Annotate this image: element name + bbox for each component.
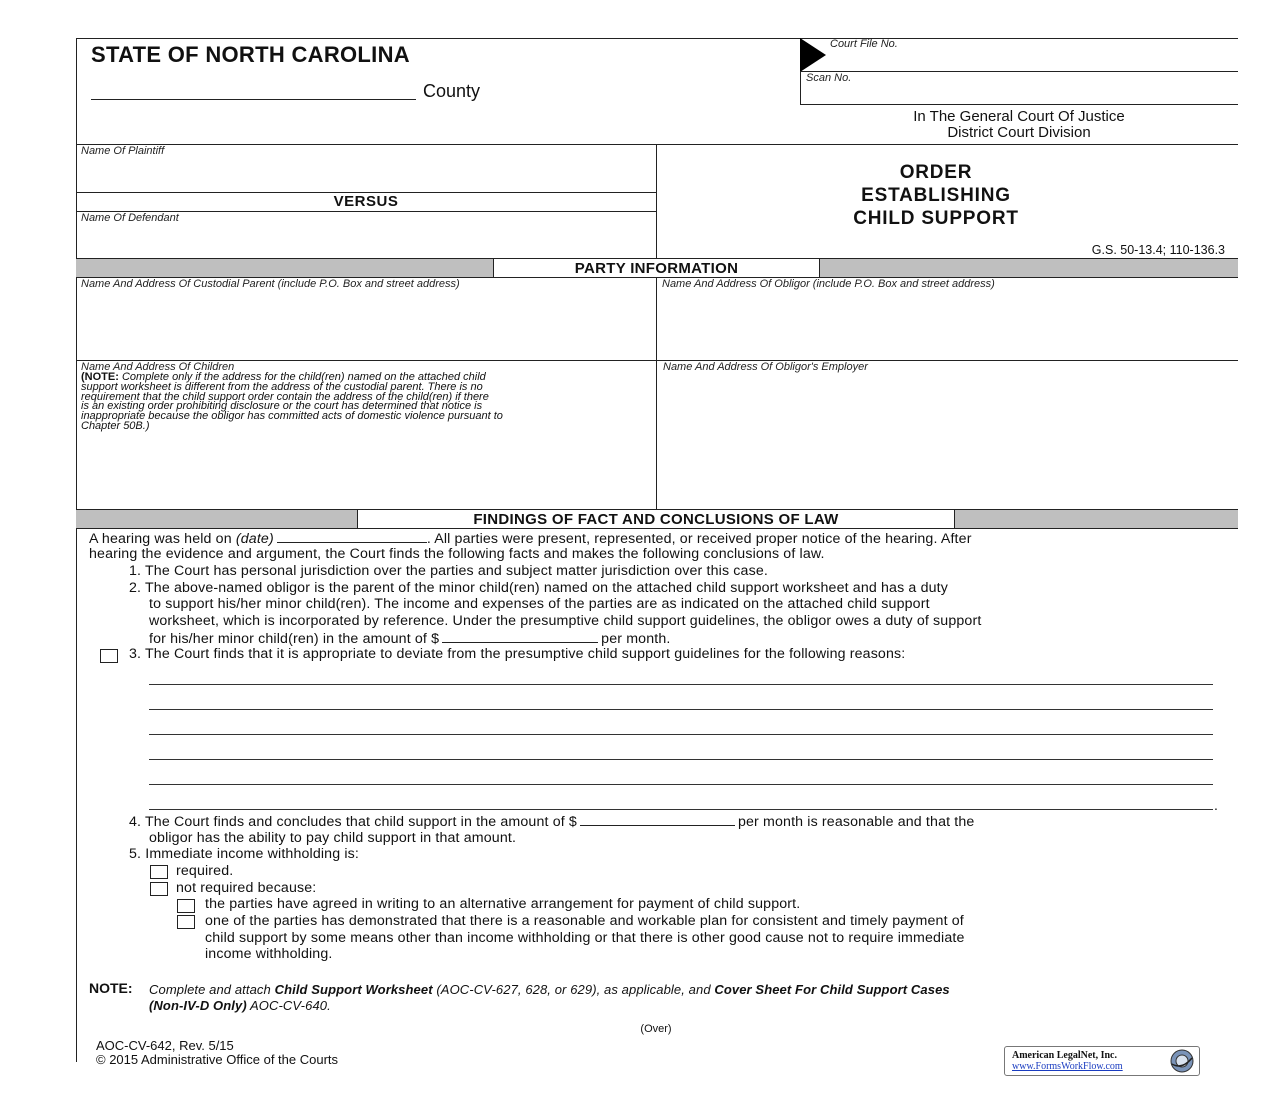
arrow-marker-icon <box>800 38 828 72</box>
required-checkbox[interactable] <box>150 865 168 879</box>
doc-title-line-3: CHILD SUPPORT <box>853 208 1019 229</box>
item-4-amount-label: 4. The Court finds and concludes that child support in the amount of $ <box>129 814 577 830</box>
versus-label: VERSUS <box>333 193 399 210</box>
copyright: © 2015 Administrative Office of the Courts <box>96 1052 339 1067</box>
reason-line-4[interactable] <box>149 759 1213 760</box>
plaintiff-label: Name Of Plaintiff <box>81 145 165 157</box>
party-info-bar <box>76 258 1238 278</box>
note-t6: AOC-CV-640. <box>246 998 331 1013</box>
reasonable-plan-checkbox[interactable] <box>177 915 195 929</box>
reason-line-5[interactable] <box>149 784 1213 785</box>
item-2-line-1: 2. The above-named obligor is the parent of the minor child(ren) named on the attached child support worksheet and has a duty <box>129 580 948 596</box>
children-label: Name And Address Of Children <box>81 361 235 373</box>
custodial-parent-label: Name And Address Of Custodial Parent (include P.O. Box and street address) <box>81 278 460 290</box>
item-4-per-month: per month is reasonable and that the <box>737 814 975 830</box>
note-cover-sheet: Cover Sheet For Child Support Cases <box>714 982 950 997</box>
party-info-divider <box>656 277 657 509</box>
item-1: 1. The Court has personal jurisdiction over the parties and subject matter jurisdiction over this case. <box>129 563 768 579</box>
scan-label: Scan No. <box>806 72 852 84</box>
not-required-checkbox[interactable] <box>150 882 168 896</box>
item-5: 5. Immediate income withholding is: <box>129 846 359 862</box>
deviation-checkbox[interactable] <box>100 649 118 663</box>
item-2-line-2: to support his/her minor child(ren). The income and expenses of the parties are as indicated on the attached child support <box>149 596 930 612</box>
reasonable-plan-line-3: income withholding. <box>205 946 333 962</box>
hearing-date-field[interactable] <box>277 530 427 543</box>
globe-icon <box>1169 1048 1195 1074</box>
item-2-line-4 <box>149 630 670 647</box>
statute-ref: G.S. 50-13.4; 110-136.3 <box>1091 243 1225 257</box>
intro-date: (date) <box>235 531 274 547</box>
doc-title-line-1: ORDER <box>899 162 973 183</box>
note-word: NOTE: <box>84 371 119 383</box>
defendant-label: Name Of Defendant <box>81 212 179 224</box>
reason-line-6[interactable] <box>149 809 1213 810</box>
note-paren: ( <box>81 371 85 383</box>
item-2-line-3: worksheet, which is incorporated by reference. Under the presumptive child support guidelines, the obligor owes a duty of support <box>149 613 982 629</box>
note-text-1 <box>149 982 950 997</box>
county-label: County <box>423 81 481 101</box>
item-4-line-2: obligor has the ability to pay child support in that amount. <box>149 830 517 846</box>
note-label: NOTE: <box>89 980 133 996</box>
support-amount-field[interactable] <box>442 630 598 643</box>
reasonable-amount-field[interactable] <box>580 813 735 826</box>
legalnet-logo[interactable] <box>1004 1046 1200 1076</box>
court-line-2: District Court Division <box>947 124 1091 141</box>
intro-line-2: hearing the evidence and argument, the Court finds the following facts and makes the following conclusions of law. <box>89 546 825 562</box>
note-line-5: inappropriate because the obligor has committed acts of domestic violence pursuant to <box>81 410 503 423</box>
county-blank[interactable] <box>91 99 416 100</box>
note-line-2: support worksheet is different from the address of the custodial parent. There is no <box>81 380 483 393</box>
note-non-ivd: (Non-IV-D Only) <box>149 998 247 1013</box>
agreed-alternative-label: the parties have agreed in writing to an alternative arrangement for payment of child support. <box>205 896 801 912</box>
reason-line-2[interactable] <box>149 709 1213 710</box>
agreed-alternative-checkbox[interactable] <box>177 899 195 913</box>
party-info-mid-rule <box>76 360 1238 361</box>
children-note <box>81 373 503 432</box>
obligor-label: Name And Address Of Obligor (include P.O. Box and street address) <box>662 278 995 290</box>
court-line-1: In The General Court Of Justice <box>913 108 1125 125</box>
note-worksheet: Child Support Worksheet <box>274 982 433 997</box>
item-2-amount-label: for his/her minor child(ren) in the amount of $ <box>149 631 440 647</box>
item-2-per-month: per month. <box>601 631 671 647</box>
findings-bar <box>76 509 1238 529</box>
reasonable-plan-line-2: child support by some means other than income withholding or that there is other good cause not to require immediate <box>205 930 965 946</box>
form-number: AOC-CV-642, Rev. 5/15 <box>96 1038 234 1053</box>
reason-period: . <box>1214 797 1218 813</box>
intro-line-1 <box>89 530 972 547</box>
note-t1: Complete and attach <box>149 982 275 997</box>
item-3: 3. The Court finds that it is appropriate to deviate from the presumptive child support guidelines for the following reasons: <box>129 646 906 662</box>
court-file-label: Court File No. <box>830 38 898 50</box>
scan-field[interactable] <box>800 104 1238 105</box>
court-file-field[interactable] <box>800 71 1238 72</box>
doc-title-line-2: ESTABLISHING <box>861 185 1011 206</box>
findings-heading: FINDINGS OF FACT AND CONCLUSIONS OF LAW <box>357 509 955 529</box>
reason-line-3[interactable] <box>149 734 1213 735</box>
intro-a: A hearing was held on <box>89 531 232 547</box>
top-border <box>76 38 1238 39</box>
over-label: (Over) <box>640 1023 672 1035</box>
note-line-1: Complete only if the address for the child(ren) named on the attached child <box>121 371 486 383</box>
reason-line-1[interactable] <box>149 684 1213 685</box>
logo-company: American LegalNet, Inc. <box>1012 1050 1117 1061</box>
required-label: required. <box>176 863 234 879</box>
note-t3: (AOC-CV-627, 628, or 629), as applicable, and <box>432 982 715 997</box>
note-line-4: is an existing order prohibiting disclosure or the court has determined that notice is <box>81 400 483 413</box>
logo-url: www.FormsWorkFlow.com <box>1012 1061 1123 1072</box>
note-line-3: requirement that the child support order contain the address of the child(ren) if there <box>81 390 489 403</box>
party-info-heading: PARTY INFORMATION <box>493 258 820 278</box>
note-text-2 <box>149 998 331 1013</box>
state-title: STATE OF NORTH CAROLINA <box>91 42 410 67</box>
employer-label: Name And Address Of Obligor's Employer <box>663 361 868 373</box>
not-required-label: not required because: <box>176 880 317 896</box>
intro-b: . All parties were present, represented, or received proper notice of the hearing. After <box>426 531 972 547</box>
note-line-6: Chapter 50B.) <box>81 419 150 432</box>
item-4-line-1 <box>129 813 974 830</box>
header-bottom-rule <box>76 144 1238 145</box>
reasonable-plan-line-1: one of the parties has demonstrated that there is a reasonable and workable plan for consistent and timely payment of <box>205 913 964 929</box>
